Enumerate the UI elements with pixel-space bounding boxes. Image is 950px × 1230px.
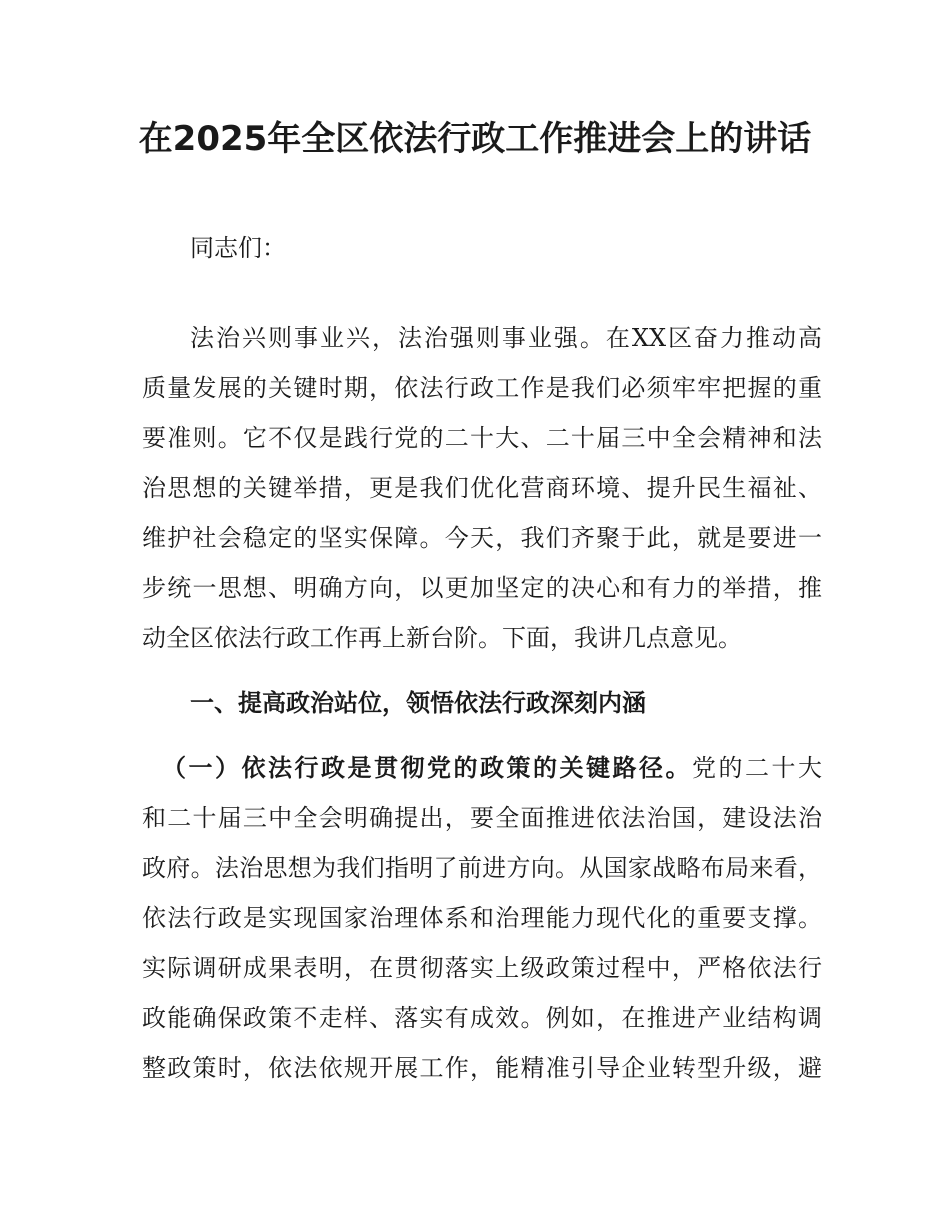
subsection-first-line-rest: 党的二十大 (692, 754, 822, 782)
subsection-bold-lead: （一）依法行政是贯彻党的政策的关键路径。 (162, 754, 692, 782)
document-title: 在2025年全区依法行政工作推进会上的讲话 (138, 119, 812, 159)
subsection-line: 政府。法治思想为我们指明了前进方向。从国家战略布局来看， (142, 854, 822, 882)
subsection-line: 和二十届三中全会明确提出，要全面推进依法治国，建设法治 (142, 804, 822, 832)
intro-line: 质量发展的关键时期，依法行政工作是我们必须牢牢把握的重 (142, 374, 822, 402)
intro-line: 动全区依法行政工作再上新台阶。下面，我讲几点意见。 (142, 624, 742, 652)
intro-line: 维护社会稳定的坚实保障。今天，我们齐聚于此，就是要进一 (142, 524, 822, 552)
intro-line: 法治兴则事业兴，法治强则事业强。在XX区奋力推动高 (190, 324, 822, 352)
section-heading: 一、提高政治站位，领悟依法行政深刻内涵 (190, 689, 646, 717)
intro-line: 治思想的关键举措，更是我们优化营商环境、提升民生福祉、 (142, 474, 822, 502)
subsection-line: 整政策时，依法依规开展工作，能精准引导企业转型升级，避 (142, 1054, 822, 1082)
intro-line: 步统一思想、明确方向，以更加坚定的决心和有力的举措，推 (142, 574, 822, 602)
subsection-line: 政能确保政策不走样、落实有成效。例如，在推进产业结构调 (142, 1004, 822, 1032)
intro-line: 要准则。它不仅是践行党的二十大、二十届三中全会精神和法 (142, 424, 822, 452)
greeting: 同志们： (190, 234, 286, 262)
subsection-first-line (162, 750, 822, 786)
subsection-line: 实际调研成果表明，在贯彻落实上级政策过程中，严格依法行 (142, 954, 822, 982)
subsection-line: 依法行政是实现国家治理体系和治理能力现代化的重要支撑。 (142, 904, 822, 932)
